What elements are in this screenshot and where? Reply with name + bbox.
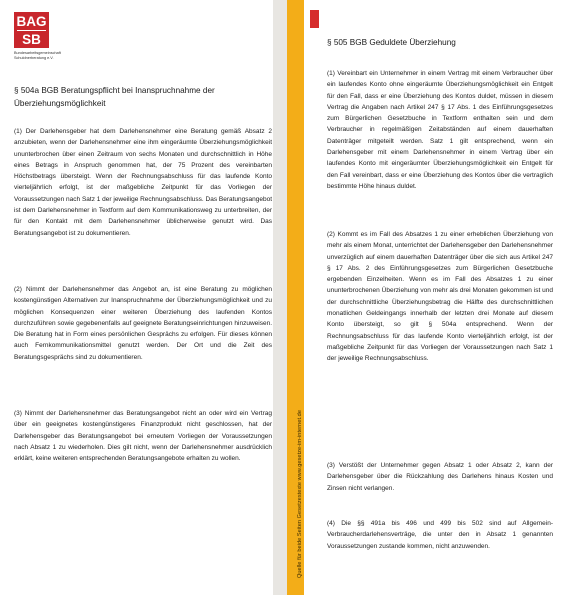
- bag-sb-logo: [14, 12, 74, 60]
- paragraph-504a-1: (1) Der Darlehensgeber hat dem Darlehensnehmer eine Beratung gemäß Absatz 2 anzubieten, wenn der Darlehensnehmer eine ihm eingeräumte Überziehungsmöglichkeit ununterbrochen über einen Zeitraum von sechs Monaten und durchschnittlich in Höhe eines Betrags in Anspruch genommen hat, der 75 Prozent des vereinbarten Höchstbetrags übersteigt. Wenn der Rechnungsabschluss für das laufende Konto vierteljährlich erfolgt, ist der maßgebliche Zeitpunkt für das Vorliegen der Voraussetzungen nach Satz 1 der jeweilige Rechnungsabschluss. Das Beratungsangebot ist dem Darlehensnehmer in Textform auf dem Kommunikationsweg zu unterbreiten, der für den Kontakt mit dem Darlehensnehmer üblicherweise genutzt wird. Das Beratungsangebot ist zu dokumentieren.: [14, 128, 273, 237]
- logo-line-2: SB: [22, 32, 41, 47]
- paragraph-505-4: (4) Die §§ 491a bis 496 und 499 bis 502 sind auf Allgemein-Verbraucherdarlehensverträge, die unter den in Absatz 1 genannten Voraussetzungen zustande kommen, nicht anzuwenden.: [327, 520, 553, 550]
- paragraph-504a-2: (2) Nimmt der Darlehensnehmer das Angebot an, ist eine Beratung zu möglichen kostengünstigen Alternativen zur Inanspruchnahme der Überziehungsmöglichkeit und zu möglichen Konsequenzen einer weiteren Überziehung des laufenden Kontos durchzuführen sowie gegebenenfalls auf geeignete Beratungseinrichtungen hinzuweisen. Die Beratung hat in Form eines persönlichen Gesprächs zu erfolgen. Für dieses können auch Fernkommunikationsmittel genutzt werden. Der Ort und die Zeit des Beratungsgesprächs sind zu dokumentieren.: [14, 286, 272, 361]
- bookmark-tab: [310, 10, 319, 28]
- logo-mark: [14, 12, 49, 48]
- paragraph-505-3: (3) Verstößt der Unternehmer gegen Absatz 1 oder Absatz 2, kann der Darlehensgeber über die Rückzahlung des Darlehens hinaus Kosten und Zinsen nicht verlangen.: [327, 462, 553, 492]
- paragraph-504a-3: (3) Nimmt der Darlehensnehmer das Beratungsangebot nicht an oder wird ein Vertrag über ein geeignetes kostengünstigeres Finanzprodukt nicht geschlossen, hat der Darlehensgeber das Beratungsangebot bei erneutem Vorliegen der Voraussetzungen nach Absatz 1 zu wiederholen. Dies gilt nicht, wenn der Darlehensnehmer ausdrücklich erklärt, keine weiteren entsprechenden Beratungsangebote erhalten zu wollen.: [14, 410, 272, 463]
- source-note: Quelle für beide Seiten Gesetzestexte www.gesetze-im-internet.de: [297, 410, 303, 578]
- logo-subtitle: Bundesarbeitsgemeinschaft Schuldnerberatung e.V.: [14, 51, 61, 60]
- section-heading-505: § 505 BGB Geduldete Überziehung: [327, 38, 456, 47]
- paragraph-505-1: (1) Vereinbart ein Unternehmer in einem Vertrag mit einem Verbraucher über ein laufendes Konto ohne eingeräumte Überziehungsmöglichkeit ein Entgelt für den Fall, dass er eine Überziehung des Kontos duldet, müssen in diesem Vertrag die Angaben nach Artikel 247 § 17 Abs. 1 des Einführungsgesetzes zum Bürgerlichen Gesetzbuche in Textform enthalten sein und dem Verbraucher in regelmäßigen Zeitabständen auf einem dauerhaften Datenträger mitgeteilt werden. Satz 1 gilt entsprechend, wenn ein Darlehensgeber mit einem Darlehensnehmer in einem Vertrag über ein laufendes Konto mit eingeräumter Überziehungsmöglichkeit ein Entgelt für den Fall vereinbart, dass er eine Überziehung des Kontos über die vertraglich bestimmte Höhe hinaus duldet.: [327, 70, 553, 190]
- section-heading-504a: § 504a BGB Beratungspflicht bei Inanspruchnahme der Überziehungsmöglichkeit: [14, 86, 215, 108]
- logo-line-1: BAG: [16, 14, 47, 29]
- paragraph-505-2: (2) Kommt es im Fall des Absatzes 1 zu einer erheblichen Überziehung von mehr als einem Monat, unterrichtet der Darlehensgeber den Darlehensnehmer unverzüglich auf einem dauerhaften Datenträger über die sich aus Artikel 247 § 17 Abs. 2 des Einführungsgesetzes zum Bürgerlichen Gesetzbuche ergebenden Einzelheiten. Wenn es im Fall des Absatzes 1 zu einer ununterbrochenen Überziehung von mehr als drei Monaten gekommen ist und der durchschnittliche Überziehungsbetrag die Hälfte des durchschnittlichen monatlichen Geldeingangs innerhalb der letzten drei Monate auf diesem Konto übersteigt, so gilt § 504a entsprechend. Wenn der Rechnungsabschluss für das laufende Konto vierteljährlich erfolgt, ist der maßgebliche Zeitpunkt für das Vorliegen der Voraussetzungen nach Satz 1 der jeweilige Rechnungsabschluss.: [327, 231, 553, 363]
